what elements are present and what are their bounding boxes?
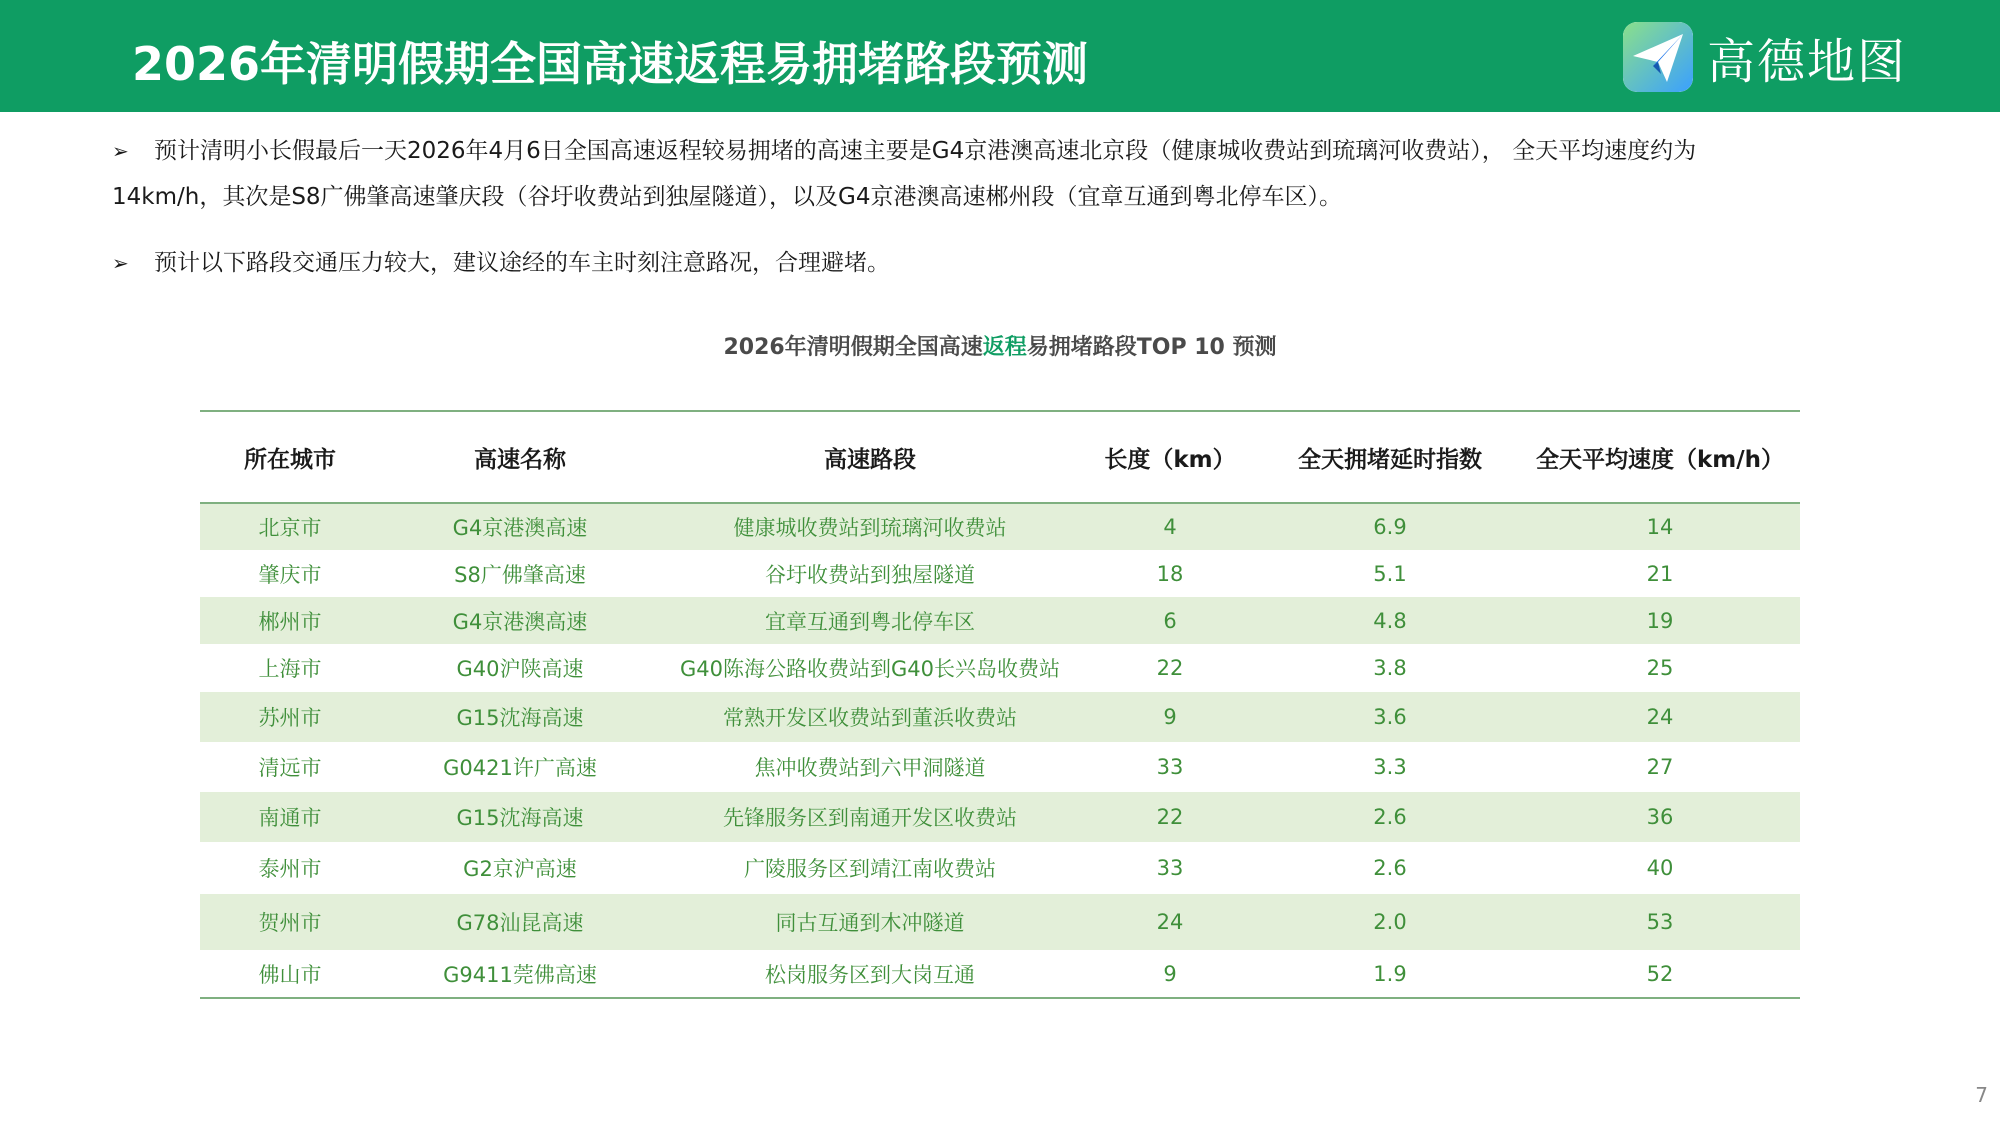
table-cell: 18 xyxy=(1156,561,1184,586)
table-row xyxy=(200,597,1800,644)
table-cell: 25 xyxy=(1646,656,1674,680)
table-cell: 9 xyxy=(1163,705,1177,729)
table-cell: 北京市 xyxy=(258,516,322,540)
table-cell: 24 xyxy=(1646,705,1674,729)
table-cell: 5.1 xyxy=(1373,561,1407,586)
table-cell: 21 xyxy=(1646,561,1674,586)
table-header-row xyxy=(200,411,1800,503)
table-cell: 苏州市 xyxy=(258,706,322,730)
table-row xyxy=(200,644,1800,692)
table-cell: 4 xyxy=(1163,515,1177,539)
bullet-text: 预计以下路段交通压力较大，建议途经的车主时刻注意路况，合理避堵。 xyxy=(154,250,890,276)
table-cell: G40陈海公路收费站到G40长兴岛收费站 xyxy=(680,657,1060,681)
table-cell: G2京沪高速 xyxy=(463,857,577,881)
congestion-table xyxy=(200,410,1800,999)
amap-logo xyxy=(1623,21,1907,93)
table-cell: 2.6 xyxy=(1373,805,1407,829)
table-cell: 宜章互通到粤北停车区 xyxy=(765,609,975,634)
arrow-bullet-icon: ➢ xyxy=(112,251,129,275)
table-cell: 33 xyxy=(1156,755,1184,779)
table-cell: 2.6 xyxy=(1373,856,1407,880)
arrow-bullet-icon: ➢ xyxy=(112,139,129,163)
table-title xyxy=(0,330,2000,361)
table-cell: 广陵服务区到靖江南收费站 xyxy=(744,857,996,881)
table-cell: 9 xyxy=(1163,961,1177,986)
column-header: 高速名称 xyxy=(474,446,566,473)
table-row xyxy=(200,842,1800,894)
table-cell: 6 xyxy=(1163,608,1177,633)
column-header: 全天平均速度（km/h） xyxy=(1535,446,1785,473)
table-title-part: 易拥堵路段TOP 10 预测 xyxy=(1026,335,1277,360)
bullet-text-line-1: 预计清明小长假最后一天2026年4月6日全国高速返程较易拥堵的高速主要是G4京港澳高速北京段（健康城收费站到琉璃河收费站）， 全天平均速度约为 xyxy=(154,138,1697,164)
table-cell: 贺州市 xyxy=(258,911,322,935)
table-cell: 3.6 xyxy=(1373,705,1407,729)
table-cell: G78汕昆高速 xyxy=(456,911,584,935)
table-cell: G9411莞佛高速 xyxy=(443,962,597,987)
table-row xyxy=(200,503,1800,550)
column-header: 所在城市 xyxy=(244,446,336,473)
table-cell: 1.9 xyxy=(1373,961,1407,986)
table-cell: 36 xyxy=(1646,805,1674,829)
table-cell: 佛山市 xyxy=(258,962,322,987)
table-cell: G15沈海高速 xyxy=(456,806,584,830)
table-cell: 52 xyxy=(1646,961,1674,986)
table-row xyxy=(200,950,1800,998)
table-cell: 40 xyxy=(1646,856,1674,880)
table-cell: G4京港澳高速 xyxy=(452,516,588,540)
table-cell: 谷圩收费站到独屋隧道 xyxy=(765,562,975,587)
logo-text: 高德地图 xyxy=(1707,33,1908,90)
table-cell: 22 xyxy=(1156,656,1184,680)
table-cell: G40沪陕高速 xyxy=(456,657,584,681)
table-row xyxy=(200,894,1800,950)
table-cell: G15沈海高速 xyxy=(456,706,584,730)
column-header: 高速路段 xyxy=(824,446,916,473)
page-number: 7 xyxy=(1975,1083,1988,1107)
table-cell: 上海市 xyxy=(258,657,322,681)
table-cell: 郴州市 xyxy=(258,609,322,634)
table-cell: 53 xyxy=(1646,910,1674,934)
table-cell: 先锋服务区到南通开发区收费站 xyxy=(723,806,1017,830)
column-header: 长度（km） xyxy=(1104,446,1236,473)
bullet-text-line-2: 14km/h，其次是S8广佛肇高速肇庆段（谷圩收费站到独屋隧道），以及G4京港澳高速郴州段（宜章互通到粤北停车区）。 xyxy=(112,184,1343,210)
table-cell: G4京港澳高速 xyxy=(452,609,588,634)
table-cell: S8广佛肇高速 xyxy=(454,562,586,587)
summary-bullets xyxy=(112,128,1832,306)
table-row xyxy=(200,550,1800,597)
table-cell: 南通市 xyxy=(258,806,322,830)
table-row xyxy=(200,692,1800,742)
table-cell: 泰州市 xyxy=(258,857,322,881)
table-cell: 33 xyxy=(1156,856,1184,880)
table-body xyxy=(200,503,1800,998)
page-title: 2026年清明假期全国高速返程易拥堵路段预测 xyxy=(132,37,1089,91)
table-cell: 4.8 xyxy=(1373,608,1407,633)
bullet-item-2 xyxy=(112,240,1832,286)
table-title-part: 2026年清明假期全国高速 xyxy=(723,335,983,360)
bullet-item-1 xyxy=(112,128,1832,220)
table-cell: 松岗服务区到大岗互通 xyxy=(765,962,975,987)
table-cell: 同古互通到木冲隧道 xyxy=(775,911,965,935)
table-cell: 6.9 xyxy=(1373,515,1407,539)
table-row xyxy=(200,792,1800,842)
column-header: 全天拥堵延时指数 xyxy=(1298,446,1482,473)
header-bar xyxy=(0,0,2000,112)
table-row xyxy=(200,742,1800,792)
paper-plane-icon xyxy=(1623,22,1693,92)
table-cell: G0421许广高速 xyxy=(443,756,597,780)
table-cell: 健康城收费站到琉璃河收费站 xyxy=(733,516,1007,540)
table-cell: 22 xyxy=(1156,805,1184,829)
table-cell: 焦冲收费站到六甲洞隧道 xyxy=(754,756,986,780)
table-cell: 14 xyxy=(1646,515,1674,539)
table-cell: 19 xyxy=(1646,608,1674,633)
table-cell: 肇庆市 xyxy=(258,562,322,587)
table-cell: 27 xyxy=(1646,755,1674,779)
table-title-highlight: 返程 xyxy=(982,335,1027,360)
table-cell: 3.3 xyxy=(1373,755,1407,779)
table-cell: 常熟开发区收费站到董浜收费站 xyxy=(723,706,1017,730)
table-cell: 3.8 xyxy=(1373,656,1407,680)
table-cell: 清远市 xyxy=(258,756,322,780)
table-cell: 2.0 xyxy=(1373,910,1407,934)
table-cell: 24 xyxy=(1156,910,1184,934)
congestion-table-container xyxy=(200,410,1800,999)
